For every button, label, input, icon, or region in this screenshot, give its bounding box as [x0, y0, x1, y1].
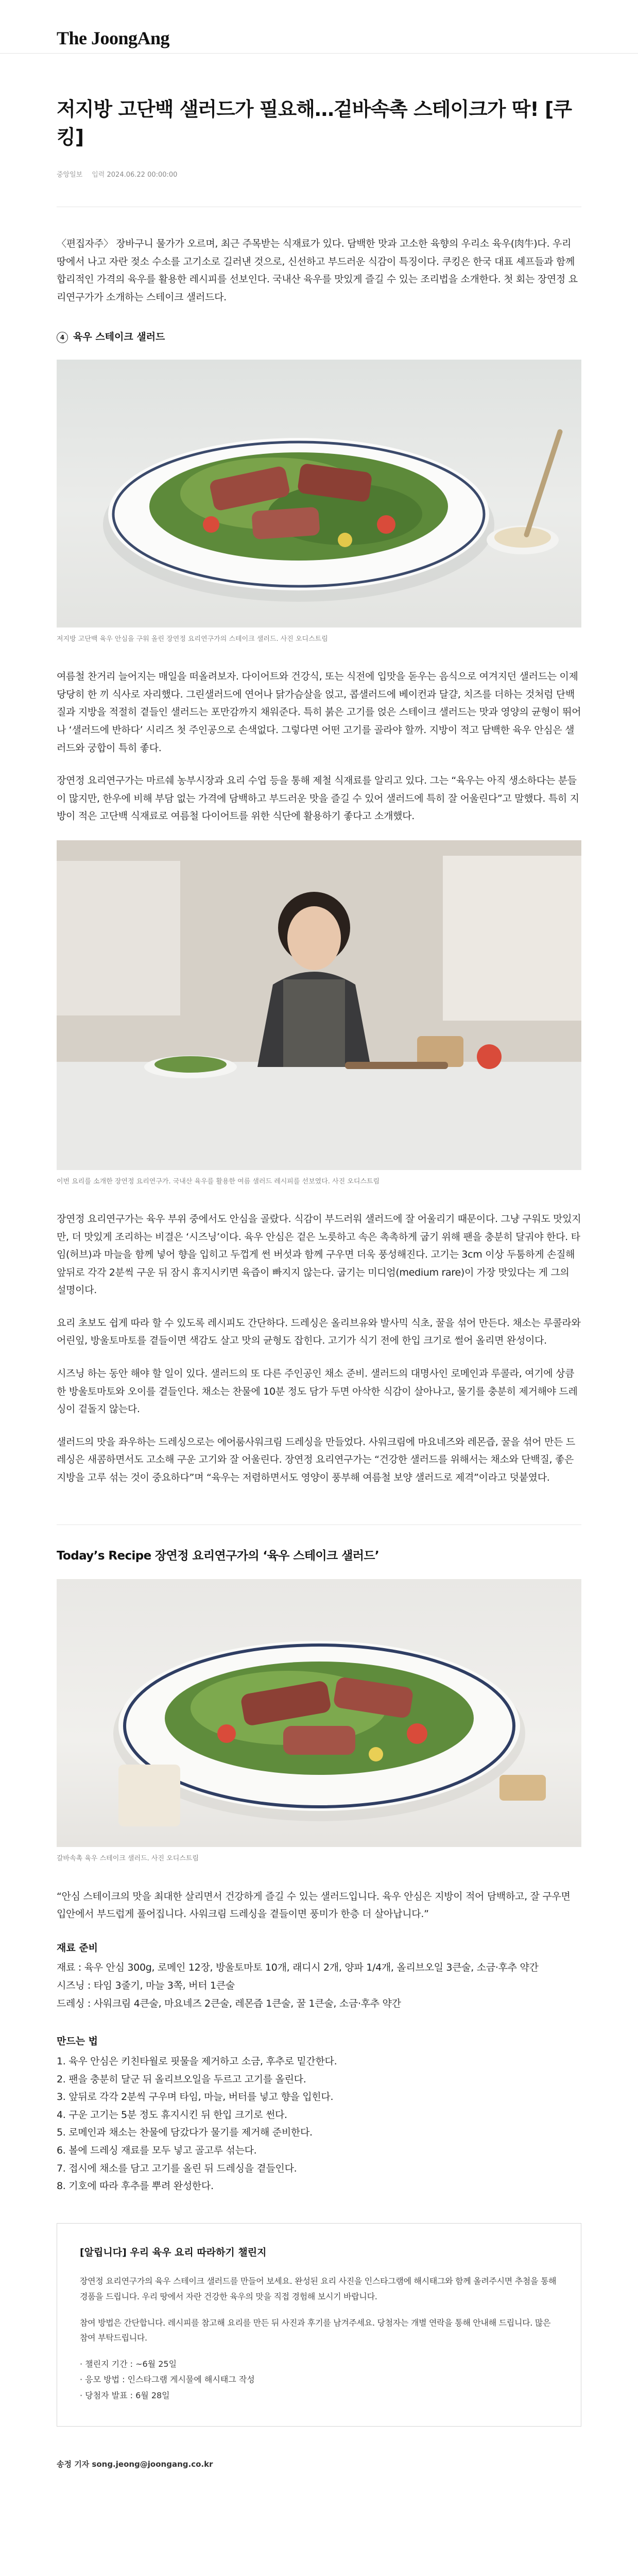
body-paragraph: 장연정 요리연구가는 마르쉐 농부시장과 요리 수업 등을 통해 제철 식재료를 알리고 있다. 그는 “육우는 아직 생소하다는 분들이 많지만, 한우에 비해 부담 없는 가격에 담백하고 부드러운 맛을 즐길 수 있어 샐러드에 특히 잘 어울린다”고 말했다. 특히 지방이 적은 고단백 식재료로 여름철 다이어트를 위한 식단에 활용하기 좋다고 소개했다.: [57, 775, 579, 822]
body-paragraph: 요리 초보도 쉽게 따라 할 수 있도록 레시피도 간단하다. 드레싱은 올리브유와 발사믹 식초, 꿀을 섞어 만든다. 채소는 루콜라와 어린잎, 방울토마토를 곁들이면 색감도 살고 맛의 균형도 잡힌다. 고기가 식기 전에 한입 크기로 썰어 올리면 완성이다.: [57, 1317, 581, 1347]
reporter-byline[interactable]: 송정 기자 song.jeong@joongang.co.kr: [57, 2460, 213, 2469]
figure-recipe: [57, 1579, 581, 1865]
event-notice-box: [57, 2223, 581, 2427]
event-notice-list-item: · 당첨자 발표 : 6월 28일: [80, 2390, 170, 2400]
event-notice-list-item: · 응모 방법 : 인스타그램 게시물에 해시태그 작성: [80, 2375, 255, 2385]
date-label: 입력: [92, 171, 105, 179]
recipe-intro: “안심 스테이크의 맛을 최대한 살리면서 건강하게 즐길 수 있는 샐러드입니다. 육우 안심은 지방이 적어 담백하고, 잘 구우면 입안에서 부드럽게 풀어집니다. 사워크림 드레싱을 곁들이면 풍미가 한층 더 살아납니다.”: [57, 1890, 571, 1920]
body-paragraph: 샐러드의 맛을 좌우하는 드레싱으로는 에어룸사워크림 드레싱을 만들었다. 사워크림에 마요네즈와 레몬즙, 꿀을 섞어 만든 드레싱은 새콤하면서도 고소해 구운 고기와 잘 어울린다. 장연정 요리연구가는 “건강한 샐러드를 위해서는 채소와 단백질, 좋은 지방을 고루 섞는 것이 중요하다”며 “육우는 저렴하면서도 영양이 풍부해 여름철 보양 샐러드로 제격”이라고 덧붙였다.: [57, 1436, 575, 1483]
step-line: 4. 구운 고기는 5분 정도 휴지시킨 뒤 한입 크기로 썬다.: [57, 2109, 287, 2121]
recipe-illustration: [57, 1579, 581, 1847]
figure-caption: 갈바속촉 육우 스테이크 샐러드. 사진 오디스트림: [57, 1855, 199, 1863]
chef-photo: [57, 840, 581, 1170]
event-notice-list-item: · 챌린지 기간 : ~6월 25일: [80, 2359, 177, 2369]
ingredient-line: 드레싱 : 사워크림 4큰술, 마요네즈 2큰술, 레몬즙 1큰술, 꿀 1큰술, 소금·후추 약간: [57, 1997, 401, 2009]
recipe-section-heading: Today’s Recipe 장연정 요리연구가의 ‘육우 스테이크 샐러드’: [57, 1524, 581, 1567]
body-paragraph: 장연정 요리연구가는 육우 부위 중에서도 안심을 골랐다. 식감이 부드러워 샐러드에 잘 어울리기 때문이다. 그냥 구워도 맛있지만, 더 맛있게 조리하는 비결은 ‘시즈닝’이다. 육우 안심은 겉은 노릇하고 속은 촉촉하게 굽기 위해 팬을 충분히 달궈야 한다. 타임(허브)과 마늘을 함께 넣어 향을 입히고 두껍게 썬 버섯과 함께 구우면 더욱 풍성해진다. 고기는 3cm 이상 두툼하게 손질해 앞뒤로 각각 2분씩 구운 뒤 잠시 휴지시키면 육즙이 빠지지 않는다. 굽기는 미디엄(medium rare)이 가장 맛있다는 게 그의 설명이다.: [57, 1213, 581, 1296]
event-notice-paragraph: 장연정 요리연구가의 육우 스테이크 샐러드를 만들어 보세요. 완성된 요리 사진을 인스타그램에 해시태그와 함께 올려주시면 추첨을 통해 경품을 드립니다. 우리 땅에서 자란 건강한 육우의 맛을 직접 경험해 보시기 바랍니다.: [80, 2276, 557, 2301]
step-line: 7. 접시에 채소를 담고 고기를 올린 뒤 드레싱을 곁들인다.: [57, 2162, 297, 2174]
step-line: 1. 육우 안심은 키친타월로 핏물을 제거하고 소금, 후추로 밑간한다.: [57, 2056, 337, 2067]
section-subheading: [57, 329, 581, 346]
article-body: [57, 207, 581, 2471]
figure-salad: [57, 360, 581, 645]
body-paragraph: 시즈닝 하는 동안 해야 할 일이 있다. 샐러드의 또 다른 주인공인 채소 준비. 샐러드의 대명사인 로메인과 루콜라, 여기에 상큼한 방울토마토와 오이를 곁들인다. 채소는 찬물에 10분 정도 담가 두면 아삭한 식감이 살아나고, 물기를 충분히 제거해야 드레싱이 겉돌지 않는다.: [57, 1368, 578, 1415]
figure-caption: 이번 요리를 소개한 장연정 요리연구가. 국내산 육우를 활용한 여름 샐러드 레시피를 선보였다. 사진 오디스트림: [57, 1177, 380, 1185]
article-meta: [57, 169, 581, 207]
intro-paragraph: 〈편집자주〉 장바구니 물가가 오르며, 최근 주목받는 식재료가 있다. 담백한 맛과 고소한 육향의 우리소 육우(肉牛)다. 우리 땅에서 나고 자란 젖소 수소를 고기소로 길러낸 것으로, 신선하고 부드러운 식감이 특징이다. 쿠킹은 한국 대표 셰프들과 함께 합리적인 가격의 육우를 활용한 레시피를 선보인다. 국내산 육우를 맛있게 즐길 수 있는 조리법을 소개한다. 첫 회는 장연정 요리연구가가 소개하는 스테이크 샐러드다.: [57, 238, 578, 303]
article-title: 저지방 고단백 샐러드가 필요해…겉바속촉 스테이크가 딱! [쿠킹]: [57, 98, 572, 148]
ingredient-line: 재료 : 육우 안심 300g, 로메인 12장, 방울토마토 10개, 래디시 2개, 양파 1/4개, 올리브오일 3큰술, 소금·후추 약간: [57, 1962, 539, 1974]
steps-block: [57, 2033, 581, 2195]
byline-label: 중앙일보: [57, 171, 83, 179]
ingredients-block: [57, 1940, 581, 2013]
section-subheading-label: 육우 스테이크 샐러드: [73, 331, 165, 343]
event-notice-paragraph: 참여 방법은 간단합니다. 레시피를 참고해 요리를 만든 뒤 사진과 후기를 남겨주세요. 당첨자는 개별 연락을 통해 안내해 드립니다. 많은 참여 부탁드립니다.: [80, 2317, 551, 2343]
ingredient-line: 시즈닝 : 타임 3줄기, 마늘 3쪽, 버터 1큰술: [57, 1980, 235, 1992]
figure-chef: [57, 840, 581, 1188]
ingredients-heading: 재료 준비: [57, 1942, 98, 1954]
body-paragraph: 여름철 찬거리 늘어지는 매일을 떠올려보자. 다이어트와 건강식, 또는 식전에 입맛을 돋우는 음식으로 여겨지던 샐러드는 이제 당당히 한 끼 식사로 자리했다. 그린샐러드에 연어나 닭가슴살을 얹고, 콥샐러드에 베이컨과 달걀, 치즈를 더하는 것처럼 단백질과 지방을 적절히 곁들인 샐러드는 포만감까지 채워준다. 특히 붉은 고기를 얹은 스테이크 샐러드는 맛과 영양의 균형이 뛰어나 ‘샐러드에 반하다’ 시리즈 첫 주인공으로 손색없다. 그렇다면 어떤 고기를 골라야 할까. 지방이 적고 담백한 육우 안심은 샐러드와 궁합이 특히 좋다.: [57, 671, 581, 754]
step-line: 6. 볼에 드레싱 재료를 모두 넣고 골고루 섞는다.: [57, 2144, 257, 2156]
step-line: 2. 팬을 충분히 달군 뒤 올리브오일을 두르고 고기를 올린다.: [57, 2073, 306, 2085]
step-line: 5. 로메인과 채소는 찬물에 담갔다가 물기를 제거해 준비한다.: [57, 2127, 313, 2139]
step-line: 8. 기호에 따라 후추를 뿌려 완성한다.: [57, 2180, 214, 2192]
steps-heading: 만드는 법: [57, 2036, 98, 2047]
section-number-badge: 4: [57, 332, 68, 343]
salad-illustration: [57, 360, 581, 628]
site-logo[interactable]: The JoongAng: [57, 28, 170, 48]
event-notice-title: [알립니다] 우리 육우 요리 따라하기 챌린지: [80, 2246, 267, 2258]
figure-caption: 저지방 고단백 육우 안심을 구워 올린 장연정 요리연구가의 스테이크 샐러드. 사진 오디스트림: [57, 635, 328, 643]
recipe-photo: [57, 1579, 581, 1847]
site-header: [0, 0, 638, 54]
publish-date: 2024.06.22 00:00:00: [107, 171, 178, 179]
salad-photo: [57, 360, 581, 628]
step-line: 3. 앞뒤로 각각 2분씩 구우며 타임, 마늘, 버터를 넣고 향을 입힌다.: [57, 2091, 334, 2103]
chef-illustration: [57, 840, 581, 1170]
